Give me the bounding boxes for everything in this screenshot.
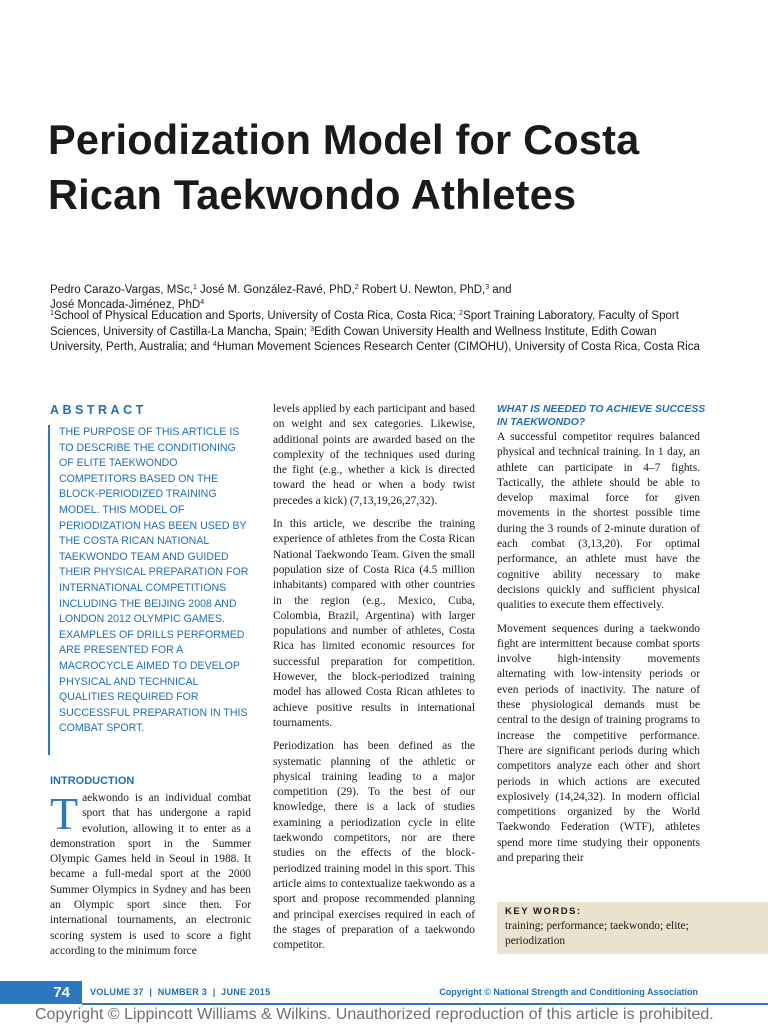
keywords-label: KEY WORDS:: [505, 906, 582, 917]
copyright-notice: Copyright © Lippincott Williams & Wilkins. Unauthorized reproduction of this article is prohibited.: [35, 1006, 714, 1023]
body-column-2: [273, 402, 475, 961]
affiliation-text: School of Physical Education and Sports, University of Costa Rica, Costa Rica;: [53, 310, 460, 322]
paragraph: In this article, we describe the training experience of athletes from the Costa Rican National Taekwondo Team. Given the small population size of Costa Rica (4.5 million inhabitants) compared with other countries in the region (e.g., Mexico, Cuba, Colombia, Brazil, Argentina) with larger populations and number of athletes, Costa Rica has limited economic resources for successful preparation for competition. However, the block-periodized training model has allowed Costa Rican athletes to achieve positive results in international tournaments.: [273, 518, 475, 729]
author-conjunction: and: [489, 284, 512, 296]
author-name: Robert U. Newton, PhD,: [358, 284, 486, 296]
affiliation-text: Sport Training Laboratory, Faculty of Sport Sciences, University of Castilla-La Mancha, Spain;: [50, 310, 679, 338]
volume-info: VOLUME 37 | NUMBER 3 | JUNE 2015: [90, 987, 271, 997]
paragraph: Periodization has been defined as the systematic planning of the athletic or physical training leading to a major competition (29). To the best of our knowledge, there is a lack of studies examining a periodization cycle in elite taekwondo competitors, nor are there studies on the effects of the block-periodized training model in this sport. This article aims to contextualize taekwondo as a sport and propose recommended planning and principal exercises required in each of the stages of preparation of a taekwondo competitor.: [273, 740, 475, 952]
affiliations: [50, 309, 710, 356]
affiliation-marker: 1: [50, 310, 54, 318]
author-list: [50, 283, 710, 299]
page-number: 74: [0, 981, 82, 1004]
introduction-text: aekwondo is an individual combat sport that has undergone a rapid evolution, allowing it to enter as a demonstration sport in the Summer Olympic Games held in Seoul in 1988. It became a full-medal sport at the 2000 Summer Olympics in Sydney and has been an Olympic sport since then. For international tournaments, an electronic scoring system is used to score a fight according to the minimum force: [50, 792, 251, 957]
affiliation-text: Human Movement Sciences Research Center (CIMOHU), University of Costa Rica, Costa Rica: [216, 341, 700, 353]
drop-cap: T: [50, 788, 79, 839]
article-title: Periodization Model for Costa Rican Taekwondo Athletes: [48, 116, 640, 218]
section-heading: WHAT IS NEEDED TO ACHIEVE SUCCESS IN TAEKWONDO?: [497, 404, 706, 428]
affiliation-marker: 4: [212, 341, 217, 349]
journal-copyright: Copyright © National Strength and Conditioning Association: [439, 987, 698, 997]
abstract-heading: ABSTRACT: [50, 403, 147, 417]
abstract-text: THE PURPOSE OF THIS ARTICLE IS TO DESCRIBE THE CONDITIONING OF ELITE TAEKWONDO COMPETITORS BASED ON THE BLOCK-PERIODIZED TRAINING MODEL. THIS MODEL OF PERIODIZATION HAS BEEN USED BY THE COSTA RICAN NATIONAL TAEKWONDO TEAM AND GUIDED THEIR PHYSICAL PREPARATION FOR INTERNATIONAL COMPETITIONS INCLUDING THE BEIJING 2008 AND LONDON 2012 OLYMPIC GAMES. EXAMPLES OF DRILLS PERFORMED ARE PRESENTED FOR A MACROCYCLE AIMED TO DEVELOP PHYSICAL AND TECHNICAL QUALITIES REQUIRED FOR SUCCESSFUL PREPARATION IN THIS COMBAT SPORT.: [48, 425, 253, 755]
affiliation-text: Edith Cowan University Health and Wellness Institute, Edith Cowan University, Perth, Australia; and: [50, 325, 657, 353]
body-column-3: [497, 430, 700, 874]
author-name: Pedro Carazo-Vargas, MSc,: [50, 284, 193, 296]
paragraph: Movement sequences during a taekwondo fight are intermittent because combat sports involve high-intensity movements alternating with low-intensity periods or even periods of inactivity. The nature of these physiological demands must be central to the design of training programs to increase the competitive performance. There are significant periods during which competitors analyze each other and short periods in which actions are executed explosively (14,24,32). In modern official competitions organized by the World Taekwondo Federation (WTF), athletes spend more time studying their opponents and preparing their: [497, 622, 700, 865]
author-name: José Moncada-Jiménez, PhD: [50, 299, 201, 311]
author-affiliation-marker: 2: [354, 284, 359, 292]
author-affiliation-marker: 3: [485, 284, 490, 292]
keywords-box: [497, 902, 768, 954]
introduction-text-block: [50, 788, 251, 959]
paragraph: A successful competitor requires balanced physical and technical training. In 1 day, an athlete can participate in 4–7 fights. Tactically, the athlete should be able to develop maximal force for given movements in the shortest possible time during the 3 rounds of 2-minute duration of each combat (3,13,20). For optimal performance, an athlete must have the cognitive ability necessary to make decisions quickly and sufficient physical qualities to execute them effectively.: [497, 431, 700, 612]
introduction-heading: INTRODUCTION: [50, 775, 135, 787]
author-name: José M. González-Ravé, PhD,: [196, 284, 355, 296]
author-affiliation-marker: 1: [192, 284, 197, 292]
keywords-text: training; performance; taekwondo; elite; periodization: [505, 920, 689, 947]
affiliation-marker: 2: [459, 310, 464, 318]
paragraph: levels applied by each participant and based on weight and sex categories. Likewise, additional points are awarded based on the complexity of the techniques used during the fight (e.g., whether a kick is directed toward the head or when a body twist precedes a kick) (7,13,19,26,27,32).: [273, 403, 475, 507]
author-affiliation-marker: 4: [200, 299, 205, 307]
affiliation-marker: 3: [310, 325, 315, 333]
